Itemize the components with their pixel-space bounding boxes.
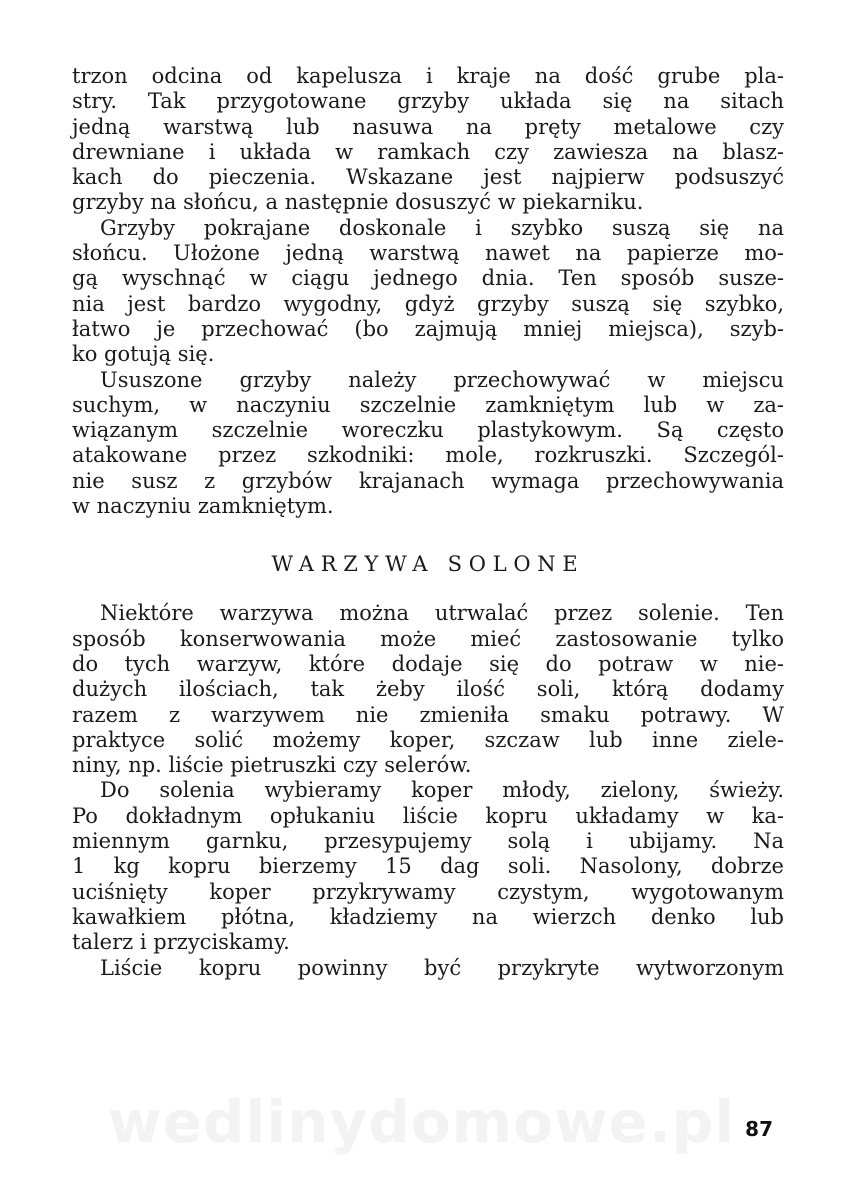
text-line: dużych ilościach, tak żeby ilość soli, którą dodamy	[72, 677, 784, 702]
top-paragraphs	[72, 64, 784, 519]
paragraph	[72, 601, 784, 778]
page-body	[72, 64, 784, 981]
text-line: grzyby na słońcu, a następnie dosuszyć w piekarniku.	[72, 190, 644, 215]
text-line: talerz i przyciskamy.	[72, 930, 290, 955]
bottom-paragraphs	[72, 601, 784, 980]
text-line: jedną warstwą lub nasuwa na pręty metalowe czy	[72, 114, 784, 139]
text-line: stry. Tak przygotowane grzyby układa się na sitach	[72, 89, 784, 114]
text-line: wiązanym szczelnie woreczku plastykowym. Są często	[72, 418, 784, 443]
text-line: Do solenia wybieramy koper młody, zielony, świeży.	[100, 778, 784, 803]
text-line: w naczyniu zamkniętym.	[72, 494, 334, 519]
text-line: 1 kg kopru bierzemy 15 dag soli. Nasolony, dobrze	[72, 854, 784, 879]
page-number: 87	[745, 1117, 773, 1141]
text-line: ko gotują się.	[72, 342, 215, 367]
text-line: nie susz z grzybów krajanach wymaga przechowywania	[72, 468, 784, 493]
text-line: drewniane i układa w ramkach czy zawiesza na blasz-	[72, 139, 784, 164]
paragraph	[72, 64, 784, 216]
paragraph	[72, 778, 784, 955]
text-line: kach do pieczenia. Wskazane jest najpierw podsuszyć	[72, 165, 784, 190]
paragraph	[72, 368, 784, 520]
text-line: niny, np. liście pietruszki czy selerów.	[72, 753, 472, 778]
text-line: sposób konserwowania może mieć zastosowanie tylko	[72, 626, 784, 651]
text-line: razem z warzywem nie zmieniła smaku potrawy. W	[72, 702, 784, 727]
text-line: gą wyschnąć w ciągu jednego dnia. Ten sposób susze-	[72, 266, 784, 291]
text-line: Niektóre warzywa można utrwalać przez solenie. Ten	[100, 601, 784, 626]
text-line: łatwo je przechować (bo zajmują mniej miejsca), szyb-	[72, 316, 784, 341]
text-line: Liście kopru powinny być przykryte wytworzonym	[100, 955, 784, 980]
text-line: do tych warzyw, które dodaje się do potraw w nie-	[72, 651, 784, 676]
section-heading: WARZYWA SOLONE	[271, 552, 585, 577]
text-line: Po dokładnym opłukaniu liście kopru układamy w ka-	[72, 803, 784, 828]
paragraph	[72, 216, 784, 368]
text-line: suchym, w naczyniu szczelnie zamkniętym lub w za-	[72, 392, 784, 417]
text-line: słońcu. Ułożone jedną warstwą nawet na papierze mo-	[72, 241, 784, 266]
watermark-text: wedlinydomowe.pl	[108, 1088, 736, 1156]
text-line: Ususzone grzyby należy przechowywać w miejscu	[100, 367, 784, 392]
text-line: nia jest bardzo wygodny, gdyż grzyby suszą się szybko,	[72, 291, 784, 316]
text-line: Grzyby pokrajane doskonale i szybko suszą się na	[100, 215, 784, 240]
paragraph	[72, 956, 784, 981]
text-line: kawałkiem płótna, kładziemy na wierzch denko lub	[72, 904, 784, 929]
text-line: praktyce solić możemy koper, szczaw lub inne ziele-	[72, 727, 784, 752]
text-line: miennym garnku, przesypujemy solą i ubijamy. Na	[72, 829, 784, 854]
text-line: trzon odcina od kapelusza i kraje na dość grube pla-	[72, 64, 784, 88]
text-line: uciśnięty koper przykrywamy czystym, wygotowanym	[72, 879, 784, 904]
text-line: atakowane przez szkodniki: mole, rozkruszki. Szczegól-	[72, 443, 784, 468]
